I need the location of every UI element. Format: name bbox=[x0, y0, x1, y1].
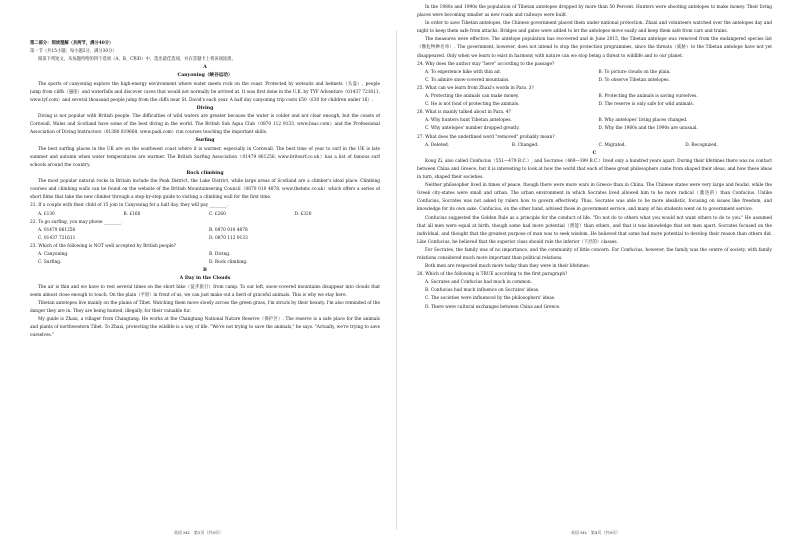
option: C. Migrated. bbox=[598, 142, 626, 148]
option: B. Why antelopes' living places changed. bbox=[598, 118, 688, 124]
passage-b-paragraph: The measures were effective. The antelope population has recovered and in June 2015, the Tibetan antelope was removed from the endangered species list（濒危物种名单）. The government, however, does not intend to stop the protection programmes, since the threats（威胁）to the Tibetan antelope have not yet disappeared. Only when we learn to exist in harmony with nature can we stop being a threat to wildlife and to our planet. bbox=[417, 37, 772, 59]
option: A. To experience hike with thin air. bbox=[425, 69, 502, 75]
option: A. Protecting the animals can make money. bbox=[425, 94, 520, 100]
question-24-options bbox=[425, 69, 772, 85]
question-23: 23. Which of the following is NOT well accepted by British people? bbox=[30, 243, 176, 249]
part-title: 第二部分：阅读理解（共两节，满分40分） bbox=[30, 41, 114, 46]
passage-a-letter: A bbox=[203, 65, 207, 71]
option: B. £160 bbox=[123, 211, 141, 217]
canyoning-paragraph: The sports of canyoning explore the high-energy environment where water meets rock on the coast. Protected by wetsuits and helmets（头盔）, people jump from cliffs（悬崖）and waterfalls and discover caves that would not normally be arrived at. It was first done in the U.K. by TYF Adventure（01437 721611, www.tyf.com）and several thousand people jump from the cliffs near St. David's each year. A half day canyoning trip costs £50（£30 for children under 16）. bbox=[30, 81, 380, 103]
option: A. Why hunters hunt Tibetan antelopes. bbox=[425, 118, 512, 124]
option: A. £130 bbox=[38, 211, 55, 217]
question-22: 22. To go surfing, you may phone ________. bbox=[30, 219, 123, 225]
passage-c-letter: C bbox=[592, 150, 597, 156]
option: B. To picture clouds on the plain. bbox=[598, 69, 671, 75]
question-27-options bbox=[425, 142, 772, 150]
passage-c-paragraph: Kong Zi, also called Confucius（551—479 B.C.）, and Socrates（469—399 B.C.）lived only a hundred years apart. During their lifetimes there was no contact between China and Greece, but it is interesting to look at how the world that each of these great philosophers came from shaped their ideas, and how these ideas in turn, shaped their societies. bbox=[417, 158, 772, 181]
option: C. £260 bbox=[209, 211, 226, 217]
option: C. He is not fond of protecting the animals. bbox=[425, 102, 520, 108]
question-25: 25. What can we learn from Zhaxi's words in Para. 3? bbox=[417, 85, 534, 91]
option: A. 01479 861256 bbox=[38, 227, 76, 233]
option: B. Diving. bbox=[209, 251, 231, 257]
page-footer: 英语 ML · 第3页（共8页） bbox=[174, 530, 223, 535]
option: C. 01437 721611 bbox=[38, 235, 76, 241]
option: C. Surfing. bbox=[38, 260, 62, 266]
question-24: 24. Why does the author stay "here" according to the passage? bbox=[417, 61, 555, 67]
question-25-options bbox=[425, 93, 772, 109]
question-23-options bbox=[38, 251, 380, 267]
option: C. The societies were influenced by the philosophers' ideas. bbox=[425, 296, 556, 302]
passage-c-paragraph: For Socrates, the family was of no importance, and the community of little concern. For Confucius, however, the family was the centre of society, with family relations considered much more important than political relations. bbox=[417, 247, 772, 262]
option: C. Why antelopes' number dropped greatly. bbox=[425, 126, 520, 132]
option: A. Canyoning. bbox=[38, 251, 69, 257]
right-page bbox=[397, 0, 794, 544]
passage-b-paragraph: My guide is Zhaxi, a villager from Changtang. He works at the Changtang National Nature Reserve（保护区）. The reserve is a safe place for the animals and plants of northwestern Tibet. To Zhaxi, protecting the wildlife is a way of life. "We're not trying to save the animals," he says. "Actually, we're trying to save ourselves." bbox=[30, 316, 380, 339]
question-27: 27. What does the underlined word "removed" probably mean? bbox=[417, 134, 555, 140]
passage-c-paragraph: Neither philosopher lived in times of peace, though there were more wars in Greece than in China. The Chinese states were very large and feudal, while the Greek city-states were small and urban. The urban environment in which Socrates lived allowed him to be more radical（激进的）than Confucius. Unlike Confucius, Socrates was not asked by rulers how to govern effectively. Thus, Socrates was able to be more idealistic, focusing on issues like freedom, and knowledge for its own sake. Confucius, on the other hand, advised those in government service, and many of his students went on to government service. bbox=[417, 183, 772, 213]
option: D. Rock climbing. bbox=[209, 260, 248, 266]
passage-c-paragraph: Both men are respected much more today than they were in their lifetimes. bbox=[425, 264, 590, 270]
passage-b-letter: B bbox=[203, 268, 207, 274]
instruction-text: 阅读下列短文，从每题所给的四个选项（A、B、C和D）中，选出最佳选项，并在答题卡上将该项涂黑。 bbox=[38, 57, 236, 63]
option: D. £320 bbox=[294, 211, 312, 217]
diving-paragraph: Diving is not popular with British people. The difficulties of wild waters are greater because the water is colder and not clear enough, but the coasts of Cornwall, Wales and Scotland have some of the best diving in the world. The British Sub Aqua Club（0870 112 9133, www.bsac.com）and the Professional Association of Diving Instructors（01380 819668, www.padi.com）run courses teaching the important skills. bbox=[30, 114, 380, 136]
passage-b-paragraph: In the 1980s and 1990s the population of Tibetan antelopes dropped by more than 50 Percent. Hunters were shooting antelopes to make money. Their living places were becoming smaller as new roads and railways were built. bbox=[417, 5, 772, 19]
option: D. Recognized. bbox=[685, 142, 718, 148]
page-footer: 英语 ML · 第4页（共8页） bbox=[571, 530, 620, 535]
option: D. The reserve is only safe for wild animals. bbox=[598, 102, 694, 108]
option: D. To observe Tibetan antelopes. bbox=[598, 77, 670, 83]
surfing-paragraph: The best surfing places in the UK are on the southwest coast where it is warmer, especially in Cornwall. The best time of year to surf in the UK is late summer and autumn when water temperatures are warmer. The British Surfing Association（01479 861256, www.britsurf.co.uk）has a list of famous surf schools around the country. bbox=[30, 146, 380, 168]
passage-b-paragraph: Tibetan antelopes live mainly on the plains of Tibet. Watching them move slowly across the green grass, I'm struck by their beauty. I'm also reminded of the danger they are in. They are being hunted, illegally, for their valuable fur. bbox=[30, 300, 380, 314]
passage-b-paragraph: In order to save Tibetan antelopes, the Chinese government placed them under national protection. Zhaxi and volunteers watched over the antelopes day and night to keep them safe from attacks. Bridges and gates were added to let the antelopes move easily and keep them safe from cars and trains. bbox=[417, 21, 772, 35]
passage-c-paragraph: Confucius suggested the Golden Rule as a principle for the conduct of life. "Do not do to others what you would not want others to do to you." He assumed that all men were equal at birth, though some had more potential（潜能）than others, and that it was knowledge that set men apart. Socrates focused on the individual, and thought that the greatest purpose of man was to seek wisdom. He believed that some had more potential to develop their reason than others did. Like Confucius, he believed that the superior class should rule the inferior（下层的）classes. bbox=[417, 215, 772, 245]
question-26-options bbox=[425, 117, 772, 133]
question-22-options bbox=[38, 227, 380, 243]
question-21-options bbox=[38, 211, 380, 219]
passage-a-title: Canyoning（峡谷运动） bbox=[177, 73, 233, 79]
diving-title: Diving bbox=[196, 105, 214, 111]
option: C. To admire snow-covered mountains. bbox=[425, 77, 510, 83]
rock-climbing-paragraph: The most popular natural rocks in Britain include the Peak District, the Lake District, while large areas of Scotland are a climber's ideal place. Climbing courses and climbing walls can be found on the website of the British Mountaineering Council（0870 010 4878, www.thebmc.co.uk）which offers a series of short films that take the new climber through a step-by-step guide to visiting a climbing wall for the first time. bbox=[30, 179, 380, 201]
option: B. Confucius had much influence on Socrates' ideas. bbox=[425, 288, 540, 294]
option: D. There were cultural exchanges between China and Greece. bbox=[425, 304, 561, 310]
option: B. 0870 010 4878 bbox=[209, 227, 248, 233]
question-28-options bbox=[425, 279, 772, 311]
question-28: 28. Which of the following is TRUE according to the first paragraph? bbox=[417, 272, 568, 278]
option: D. 0870 112 9133 bbox=[209, 235, 248, 241]
passage-b-title: A Day in the Clouds bbox=[179, 276, 231, 282]
left-column bbox=[30, 40, 380, 528]
rock-climbing-title: Rock climbing bbox=[186, 170, 224, 176]
surfing-title: Surfing bbox=[195, 138, 215, 144]
option: A. Deleted. bbox=[425, 142, 450, 148]
right-column bbox=[417, 4, 772, 528]
option: B. Changed. bbox=[511, 142, 539, 148]
option: A. Socrates and Confucius had much in common. bbox=[425, 280, 532, 286]
option: D. Why the 1980s and the 1990s are unusual. bbox=[598, 126, 698, 132]
question-26: 26. What is mainly talked about in Para. 4? bbox=[417, 110, 511, 116]
section-title: 第一节（共15小题；每小题2分，满分30分） bbox=[30, 49, 117, 55]
passage-b-paragraph: The air is thin and we have to rest several times on the short hike（徒步旅行）from camp. To our left, snow-covered mountains disappear into clouds that seem almost close enough to touch. On the plain（平原）in front of us, we can just make out a herd of graceful animals. This is why we stay here. bbox=[30, 284, 380, 298]
question-21: 21. If a couple with their child of 15 join in Canyoning for a half day, they will pay ________. bbox=[30, 203, 229, 209]
option: B. Protecting the animals is saving ourselves. bbox=[598, 94, 698, 100]
